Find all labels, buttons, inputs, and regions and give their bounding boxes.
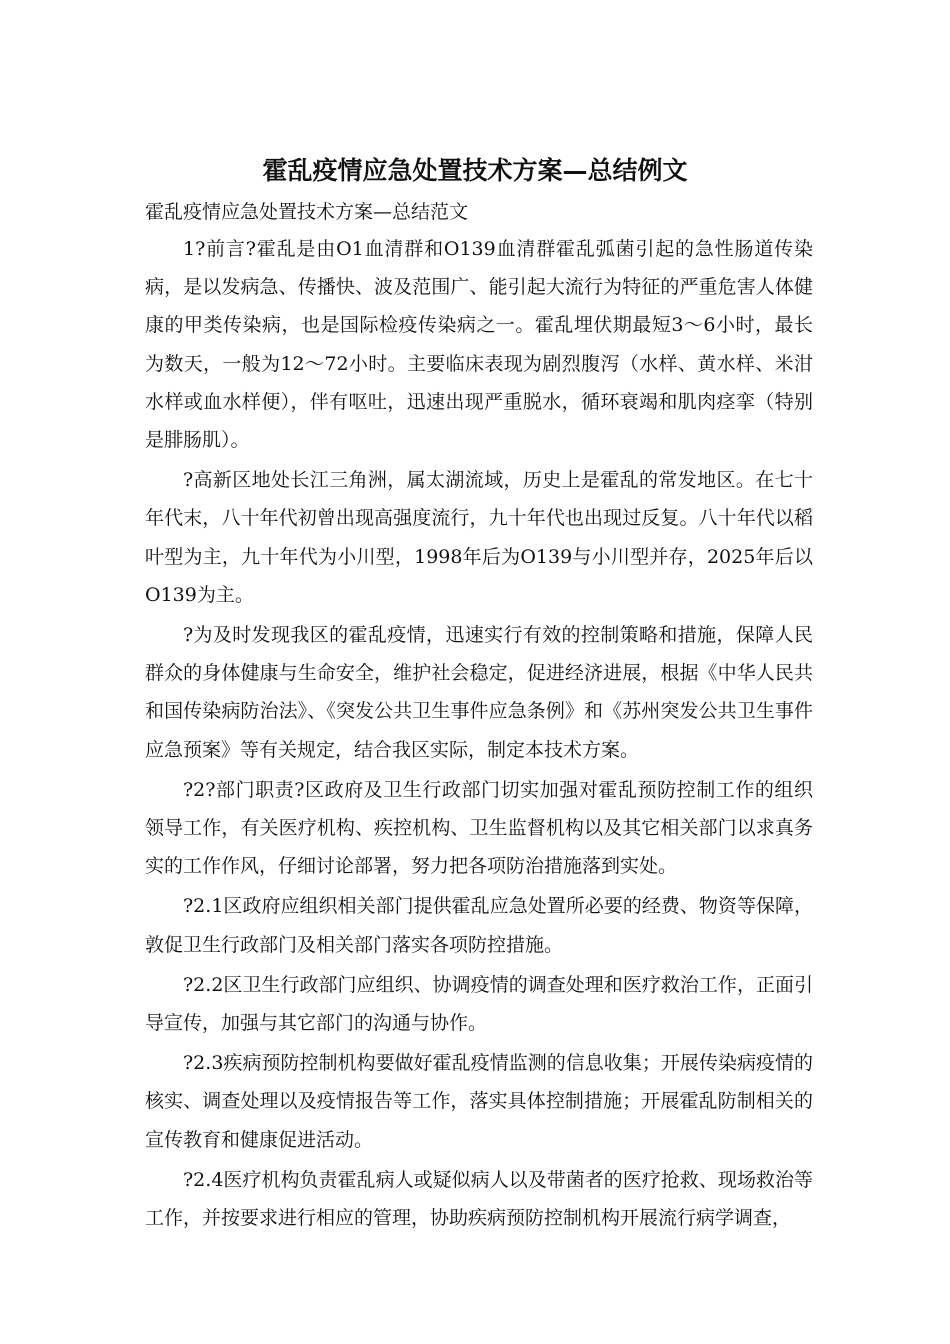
paragraph-2-4: ?2.4医疗机构负责霍乱病人或疑似病人以及带菌者的医疗抢救、现场救治等工作，并按要求进行相应的管理，协助疾病预防控制机构开展流行病学调查， (145, 1168, 813, 1230)
paragraph-history: ?高新区地处长江三角洲，属太湖流域，历史上是霍乱的常发地区。在七十年代末，八十年代初曾出现高强度流行，九十年代也出现过反复。八十年代以稻叶型为主，九十年代为小川型，1998年后为O139与小川型并存，2025年后以O139为主。 (145, 469, 813, 606)
document-subtitle: 霍乱疫情应急处置技术方案—总结范文 (145, 201, 469, 223)
paragraph-2-1: ?2.1区政府应组织相关部门提供霍乱应急处置所必要的经费、物资等保障，敦促卫生行政部门及相关部门落实各项防控措施。 (145, 895, 813, 956)
paragraph-2-3: ?2.3疾病预防控制机构要做好霍乱疫情监测的信息收集；开展传染病疫情的核实、调查处理以及疫情报告等工作，落实具体控制措施；开展霍乱防制相关的宣传教育和健康促进活动。 (145, 1052, 813, 1151)
paragraph-purpose: ?为及时发现我区的霍乱疫情，迅速实行有效的控制策略和措施，保障人民群众的身体健康与生命安全，维护社会稳定，促进经济进展，根据《中华人民共和国传染病防治法》、《突发公共卫生事件应急条例》和《苏州突发公共卫生事件应急预案》等有关规定，结合我区实际，制定本技术方案。 (145, 624, 813, 761)
paragraph-preface: 1?前言?霍乱是由O1血清群和O139血清群霍乱弧菌引起的急性肠道传染病，是以发病急、传播快、波及范围广、能引起大流行为特征的严重危害人体健康的甲类传染病，也是国际检疫传染病之一。霍乱埋伏期最短3～6小时，最长为数天，一般为12～72小时。主要临床表现为剧烈腹泻（水样、黄水样、米泔水样或血水样便），伴有呕吐，迅速出现严重脱水，循环衰竭和肌肉痉挛（特别是腓肠肌）。 (145, 238, 813, 452)
paragraph-responsibilities: ?2?部门职责?区政府及卫生行政部门切实加强对霍乱预防控制工作的组织领导工作，有关医疗机构、疾控机构、卫生监督机构以及其它相关部门以求真务实的工作作风，仔细讨论部署，努力把各项防治措施落到实处。 (145, 778, 813, 878)
paragraph-2-2: ?2.2区卫生行政部门应组织、协调疫情的调查处理和医疗救治工作，正面引导宣传，加强与其它部门的沟通与协作。 (145, 973, 813, 1035)
document-title: 霍乱疫情应急处置技术方案—总结例文 (262, 156, 688, 185)
document-body (145, 230, 813, 1239)
